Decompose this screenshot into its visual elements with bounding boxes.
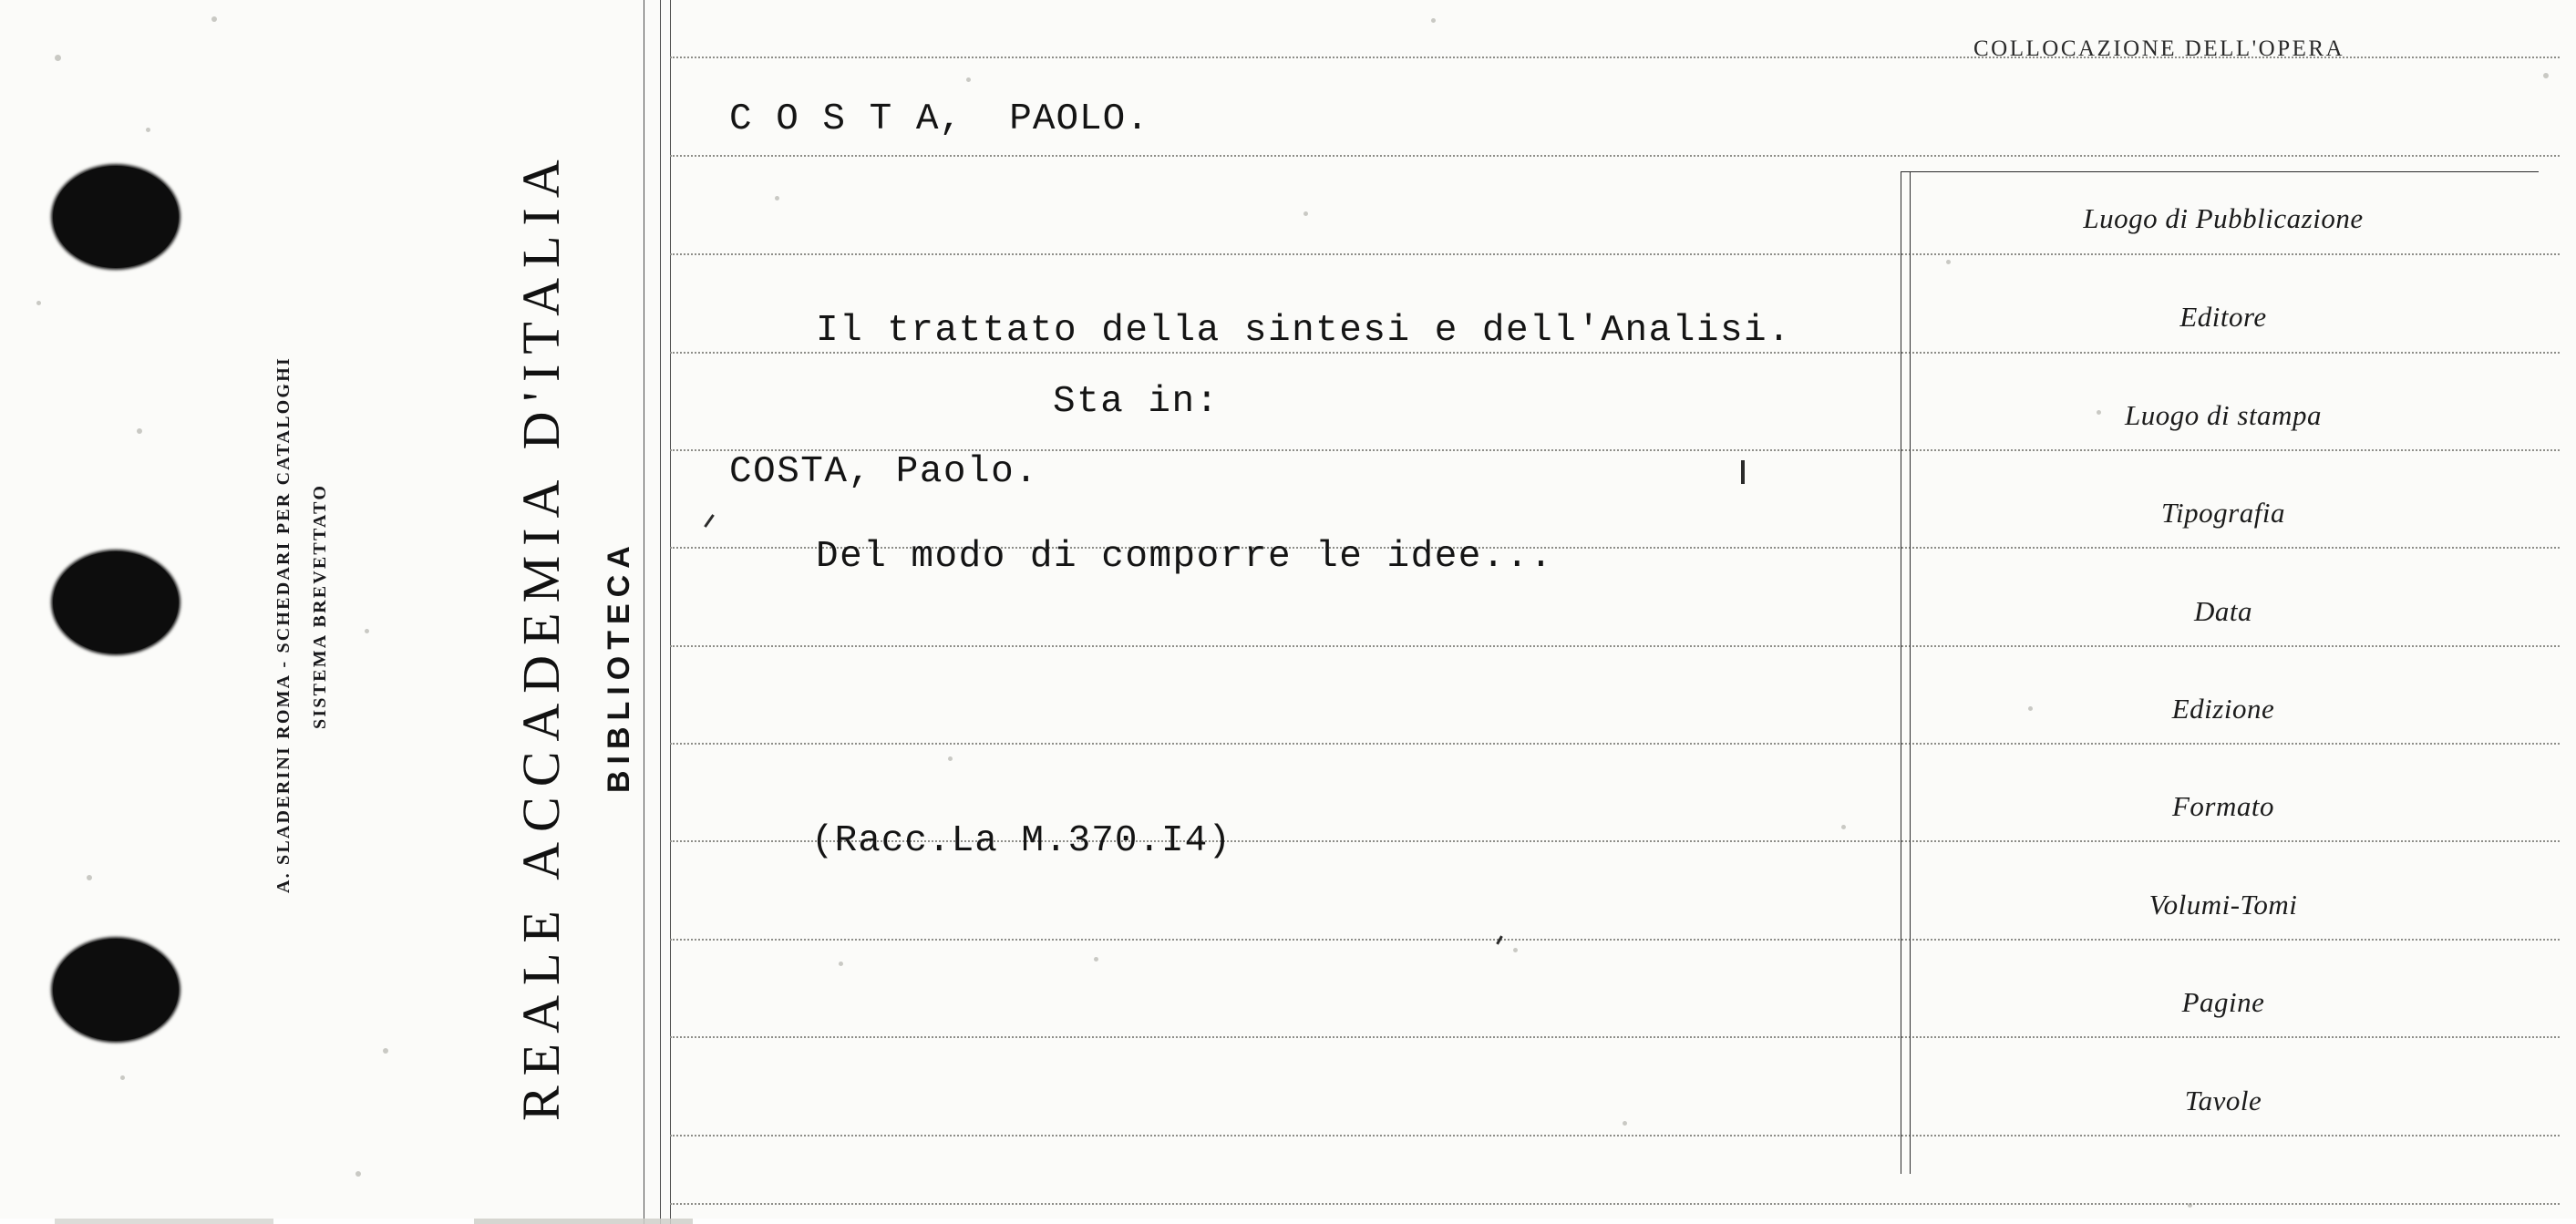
entry-source-title: Del modo di comporre le idee...	[816, 536, 1554, 578]
field-label: Luogo di Pubblicazione	[2083, 202, 2364, 234]
entry-sta-in-label: Sta in:	[1053, 381, 1220, 423]
rule-line	[670, 1203, 2560, 1205]
entry-author-heading: C O S T A, PAOLO.	[729, 98, 1149, 140]
field-label: Luogo di stampa	[2125, 399, 2322, 431]
punch-hole	[53, 939, 179, 1041]
punch-hole	[53, 166, 179, 268]
rule-line	[670, 155, 2560, 157]
speck	[87, 875, 92, 880]
speck	[55, 55, 61, 61]
speck	[365, 629, 369, 633]
speck	[146, 128, 150, 132]
manufacturer-line-2: SISTEMA BREVETTATO	[310, 483, 330, 729]
manufacturer-line-1: A. SLADERINI ROMA - SCHEDARI PER CATALOGHI	[273, 356, 294, 893]
speck	[137, 428, 142, 434]
speck	[211, 16, 217, 22]
entry-source-author: COSTA, Paolo.	[729, 451, 1039, 493]
panel-top-border	[1901, 171, 2539, 172]
field-label: Tipografia	[2161, 497, 2285, 529]
speck	[355, 1171, 361, 1177]
field-label: Data	[2194, 595, 2252, 627]
punch-hole	[53, 551, 179, 653]
library-name: BIBLIOTECA	[602, 540, 636, 793]
field-label: Volumi-Tomi	[2148, 889, 2298, 921]
card-bottom-edge	[0, 1219, 2576, 1224]
vertical-rule	[660, 0, 661, 1224]
field-label: Tavole	[2184, 1085, 2262, 1116]
fields-panel	[1901, 171, 2539, 1174]
entry-shelfmark: (Racc.La M.370.I4)	[811, 820, 1231, 862]
collocation-label: COLLOCAZIONE DELL'OPERA	[1973, 36, 2345, 61]
speck	[36, 301, 41, 305]
panel-left-border-inner	[1910, 171, 1911, 1174]
speck	[120, 1075, 125, 1080]
field-label: Pagine	[2181, 986, 2265, 1018]
field-label: Edizione	[2171, 693, 2275, 725]
field-label: Editore	[2179, 301, 2267, 333]
speck	[383, 1048, 388, 1054]
stray-mark	[1741, 460, 1745, 484]
institution-name: REALE ACCADEMIA D'ITALIA	[511, 149, 571, 1121]
field-label: Formato	[2172, 790, 2274, 822]
entry-title-main: Il trattato della sintesi e dell'Analisi.	[816, 310, 1792, 352]
